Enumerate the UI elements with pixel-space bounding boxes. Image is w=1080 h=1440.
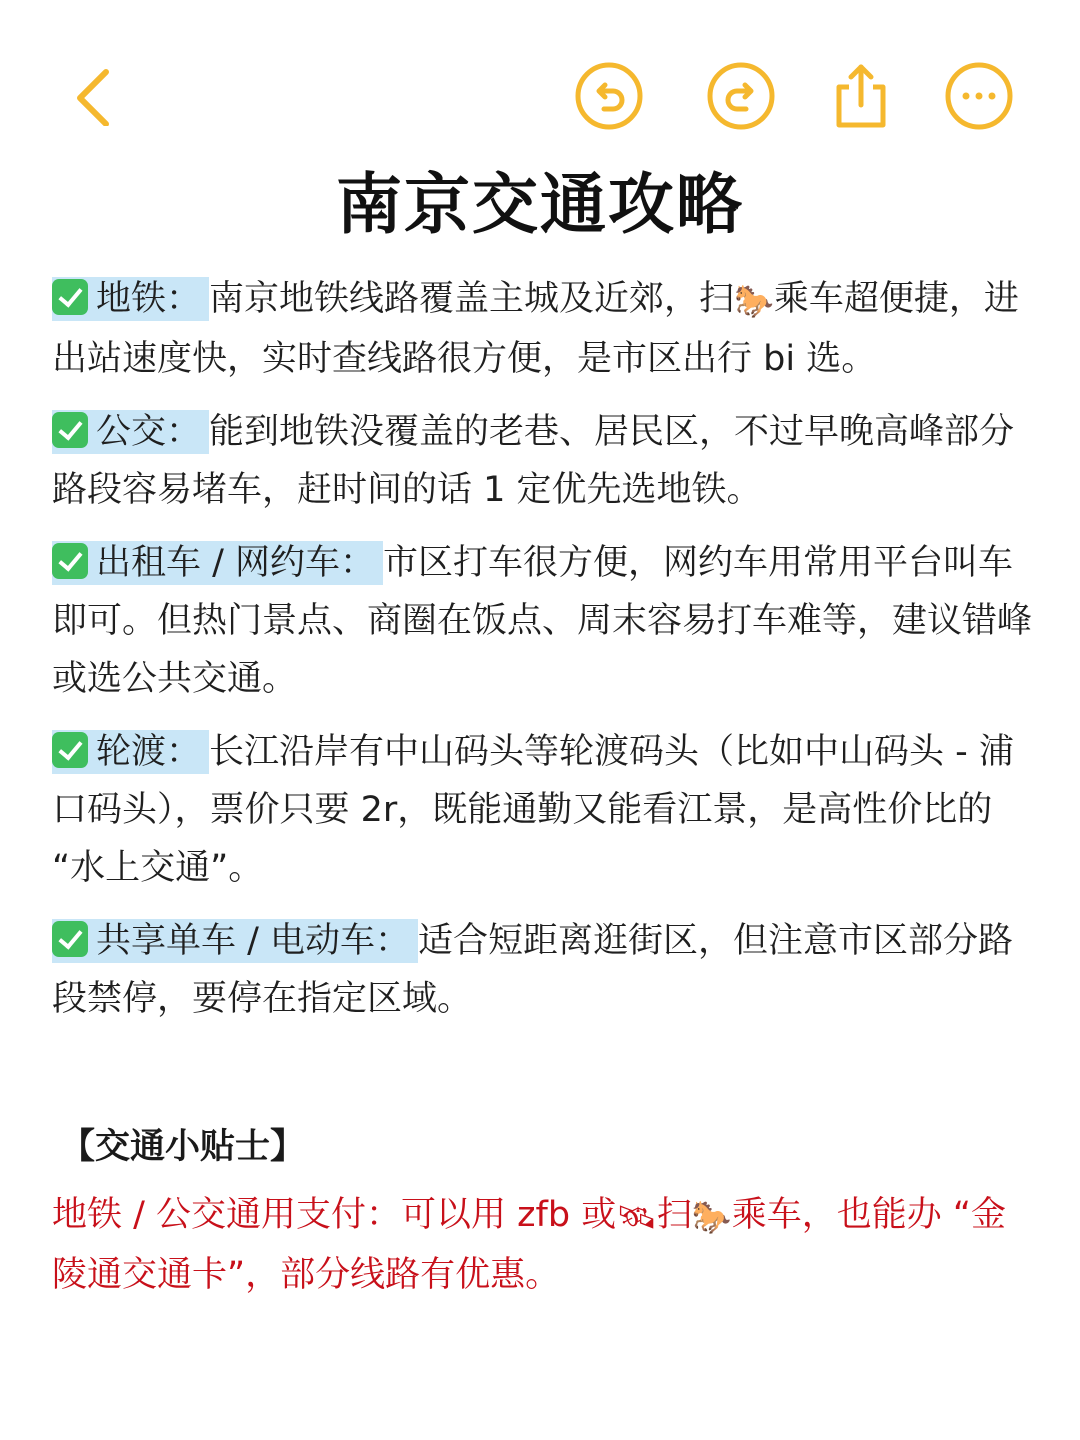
check-mark-icon — [52, 279, 88, 315]
section-shared-bike — [52, 912, 1037, 1028]
more-button[interactable] — [943, 60, 1015, 132]
section-text: 市区打车很方便，网约车用常用平台叫车即可。但热门景点、商圈在饭点、周末容易打车难等，建议错峰或选公共交通。 — [52, 543, 1033, 699]
tips-heading: 【交通小贴士】 — [60, 1127, 306, 1167]
section-label: 轮渡： — [96, 732, 202, 772]
section-text: 适合短距离逛街区，但注意市区部分路段禁停，要停在指定区域。 — [52, 921, 1014, 1019]
tips-text — [52, 1186, 1037, 1304]
section-label-highlight — [52, 541, 383, 585]
check-mark-icon — [52, 543, 88, 579]
section-label: 出租车 / 网约车： — [96, 543, 376, 583]
section-label-highlight — [52, 730, 209, 774]
check-mark-icon — [52, 412, 88, 448]
undo-icon — [574, 61, 644, 131]
tips-text-part: 地铁 / 公交通用支付：可以用 zfb 或 — [52, 1195, 617, 1235]
check-mark-icon — [52, 732, 88, 768]
horse-icon: 🐎 — [734, 282, 774, 320]
section-bus — [52, 403, 1037, 519]
section-text: 长江沿岸有中山码头等轮渡码头（比如中山码头 - 浦口码头），票价只要 2r，既能通勤又能看江景，是高性价比的 “水上交通”。 — [52, 732, 1014, 888]
tips-text-part: 乘车，也能办 “金陵通交通卡”，部分线路有优惠。 — [52, 1195, 1006, 1295]
section-label: 地铁： — [96, 279, 202, 319]
section-taxi — [52, 534, 1037, 708]
section-label: 共享单车 / 电动车： — [96, 921, 411, 961]
share-button[interactable] — [825, 60, 897, 132]
section-text: 南京地铁线路覆盖主城及近郊，扫 — [209, 279, 735, 319]
toolbar — [0, 56, 1080, 136]
section-ferry — [52, 723, 1037, 897]
check-mark-icon — [52, 921, 88, 957]
tips-text-part: 扫 — [656, 1195, 692, 1235]
section-label-highlight — [52, 410, 209, 454]
share-icon — [831, 61, 891, 131]
section-text: 乘车超便捷，进出站速度快，实时查线路很方便，是市区出行 bi 选。 — [52, 279, 1019, 379]
more-icon — [944, 61, 1014, 131]
satellite-icon: 🛰 — [616, 1198, 657, 1236]
section-label-highlight — [52, 277, 209, 321]
chevron-left-icon — [70, 66, 114, 126]
section-label: 公交： — [96, 412, 202, 452]
section-text: 能到地铁没覆盖的老巷、居民区，不过早晚高峰部分路段容易堵车，赶时间的话 1 定优先选地铁。 — [52, 412, 1015, 510]
page-title: 南京交通攻略 — [336, 166, 744, 243]
back-button[interactable] — [56, 60, 128, 132]
undo-button[interactable] — [573, 60, 645, 132]
horse-icon: 🐎 — [691, 1198, 732, 1236]
section-subway — [52, 270, 1037, 388]
redo-button[interactable] — [705, 60, 777, 132]
note-content — [52, 270, 1037, 1304]
redo-icon — [706, 61, 776, 131]
section-label-highlight — [52, 919, 418, 963]
